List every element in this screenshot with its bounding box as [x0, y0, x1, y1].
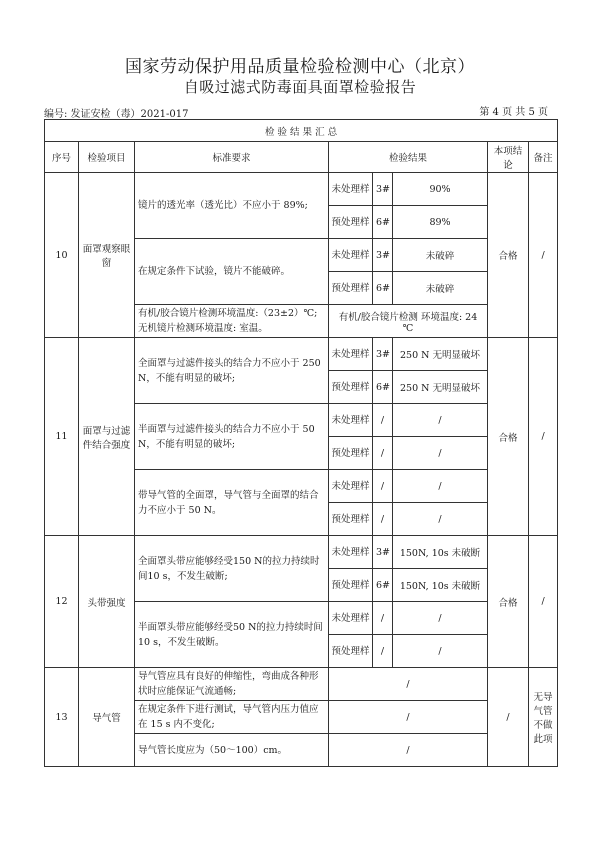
sample-id: 3# [373, 239, 393, 272]
row-conclusion: 合格 [488, 173, 529, 338]
row-item: 导气管 [79, 668, 135, 767]
untreated-label: 未处理样 [329, 338, 373, 371]
untreated-label: 未处理样 [329, 173, 373, 206]
sample-id: 6# [373, 569, 393, 602]
requirement-text: 导气管长度应为（50～100）cm。 [135, 734, 329, 767]
result-value: 150N, 10s 未破断 [393, 569, 488, 602]
row-seq: 13 [45, 668, 79, 767]
row-seq: 12 [45, 536, 79, 668]
pretreated-label: 预处理样 [329, 272, 373, 305]
pretreated-label: 预处理样 [329, 635, 373, 668]
pretreated-label: 预处理样 [329, 206, 373, 239]
sample-id: / [373, 635, 393, 668]
result-value: / [329, 734, 488, 767]
header-conclusion: 本项结论 [488, 142, 529, 173]
header-remark: 备注 [529, 142, 558, 173]
header-requirement: 标准要求 [135, 142, 329, 173]
requirement-text: 半面罩与过滤件接头的结合力不应小于 50 N，不能有明显的破坏; [135, 404, 329, 470]
requirement-text: 带导气管的全面罩，导气管与全面罩的结合力不应小于 50 N。 [135, 470, 329, 536]
pretreated-label: 预处理样 [329, 503, 373, 536]
sample-id: 3# [373, 536, 393, 569]
row-conclusion: 合格 [488, 338, 529, 536]
pretreated-label: 预处理样 [329, 437, 373, 470]
result-value: / [393, 602, 488, 635]
result-value: 250 N 无明显破坏 [393, 338, 488, 371]
table-caption: 检 验 结 果 汇 总 [45, 120, 558, 142]
untreated-label: 未处理样 [329, 404, 373, 437]
result-value: / [393, 437, 488, 470]
result-value: / [393, 470, 488, 503]
result-value: 89% [393, 206, 488, 239]
sample-id: 6# [373, 206, 393, 239]
result-value: / [393, 404, 488, 437]
pretreated-label: 预处理样 [329, 569, 373, 602]
environment-note: 有机/胶合镜片检测环境温度:（23±2）℃; 无机镜片检测环境温度: 室温。 [135, 305, 329, 338]
row-item: 面罩观察眼窗 [79, 173, 135, 338]
sample-id: / [373, 503, 393, 536]
result-value: / [329, 701, 488, 734]
sample-id: / [373, 602, 393, 635]
result-value: 90% [393, 173, 488, 206]
page-info: 第 4 页 共 5 页 [479, 107, 548, 118]
row-conclusion: / [488, 668, 529, 767]
result-value: / [393, 635, 488, 668]
results-table [44, 119, 558, 767]
requirement-text: 全面罩头带应能够经受150 N的拉力持续时间10 s，不发生破断; [135, 536, 329, 602]
sample-id: 6# [373, 371, 393, 404]
org-title: 国家劳动保护用品质量检验检测中心（北京） [125, 57, 475, 77]
header-item: 检验项目 [79, 142, 135, 173]
row-remark: 无导气管不做此项 [529, 668, 558, 767]
report-title: 自吸过滤式防毒面具面罩检验报告 [183, 78, 417, 96]
row-seq: 11 [45, 338, 79, 536]
result-value: / [393, 503, 488, 536]
requirement-text: 全面罩与过滤件接头的结合力不应小于 250 N，不能有明显的破坏; [135, 338, 329, 404]
row-seq: 10 [45, 173, 79, 338]
sample-id: 3# [373, 338, 393, 371]
report-code: 编号: 发证安检（毒）2021-017 [44, 109, 189, 120]
untreated-label: 未处理样 [329, 470, 373, 503]
pretreated-label: 预处理样 [329, 371, 373, 404]
sample-id: 3# [373, 173, 393, 206]
sample-id: 6# [373, 272, 393, 305]
result-value: 未破碎 [393, 272, 488, 305]
header-result: 检验结果 [329, 142, 488, 173]
row-item: 面罩与过滤件结合强度 [79, 338, 135, 536]
requirement-text: 半面罩头带应能够经受50 N的拉力持续时间 10 s，不发生破断。 [135, 602, 329, 668]
row-conclusion: 合格 [488, 536, 529, 668]
untreated-label: 未处理样 [329, 536, 373, 569]
sample-id: / [373, 437, 393, 470]
sample-id: / [373, 404, 393, 437]
untreated-label: 未处理样 [329, 239, 373, 272]
requirement-text: 镜片的透光率（透光比）不应小于 89%; [135, 173, 329, 239]
header-seq: 序号 [45, 142, 79, 173]
result-value: 未破碎 [393, 239, 488, 272]
requirement-text: 在规定条件下试验，镜片不能破碎。 [135, 239, 329, 305]
untreated-label: 未处理样 [329, 602, 373, 635]
result-value: 250 N 无明显破坏 [393, 371, 488, 404]
row-remark: / [529, 536, 558, 668]
result-value: / [329, 668, 488, 701]
requirement-text: 在规定条件下进行测试，导气管内压力值应在 15 s 内不变化; [135, 701, 329, 734]
row-item: 头带强度 [79, 536, 135, 668]
sample-id: / [373, 470, 393, 503]
result-value: 150N, 10s 未破断 [393, 536, 488, 569]
row-remark: / [529, 173, 558, 338]
environment-result: 有机/胶合镜片检测 环境温度: 24 ℃ [329, 305, 488, 338]
row-remark: / [529, 338, 558, 536]
requirement-text: 导气管应具有良好的伸缩性，弯曲成各种形状时应能保证气流通畅; [135, 668, 329, 701]
